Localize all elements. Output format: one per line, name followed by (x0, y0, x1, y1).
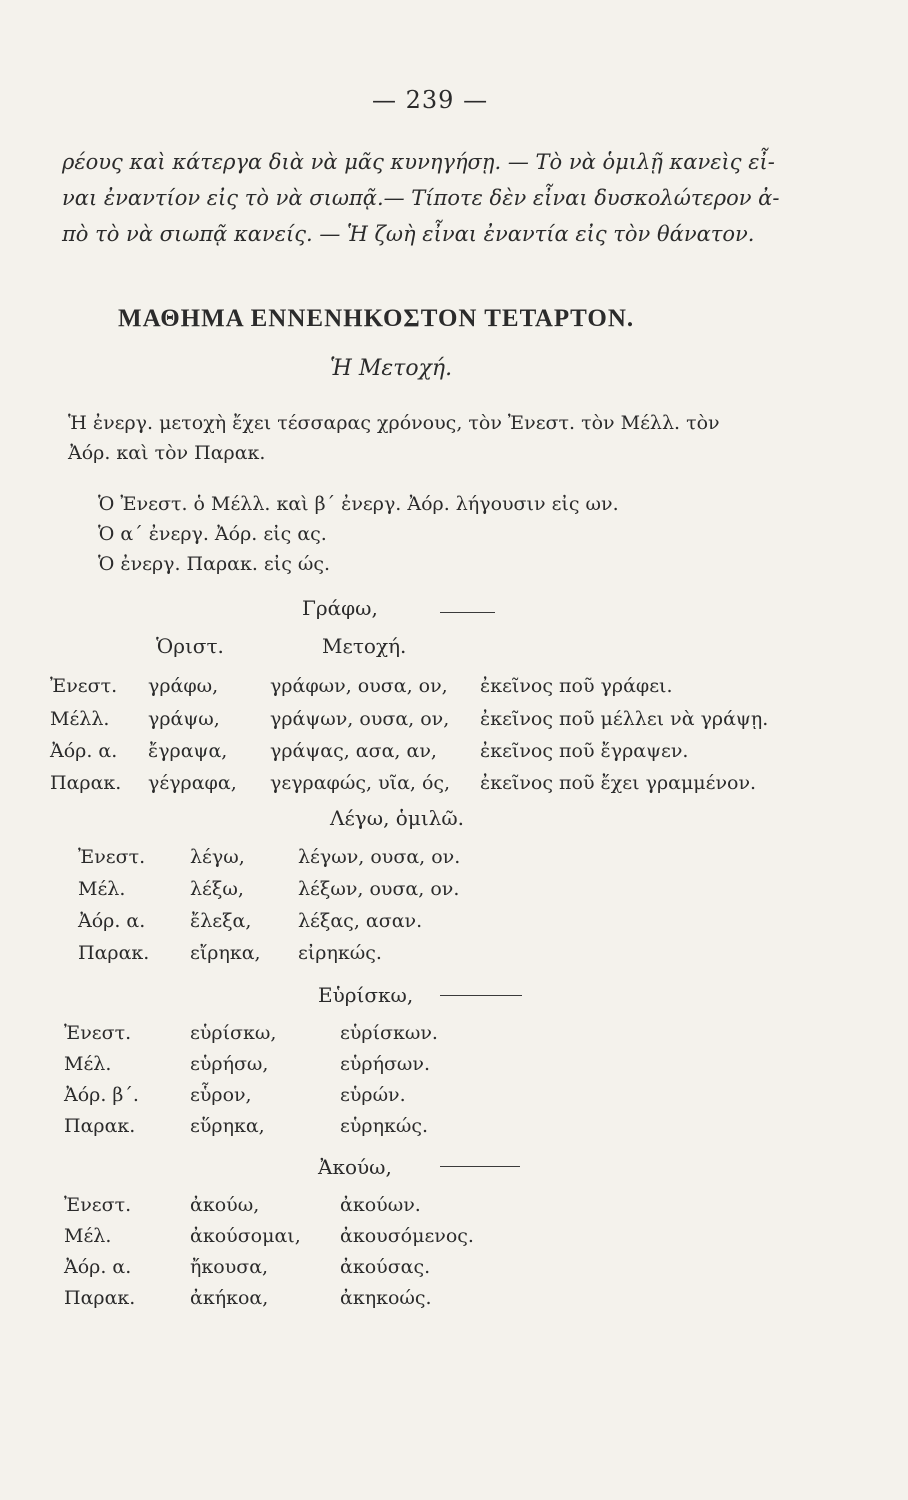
gloss-text: ἐκεῖνος ποῦ γράφει. (480, 675, 673, 697)
page-number: — 239 — (372, 86, 489, 114)
tense-label: Παρακ. (50, 772, 122, 794)
participle-form: εὑρών. (340, 1084, 406, 1106)
indicative-form: γράφω, (148, 675, 219, 697)
akouo-verb-heading: Ἀκούω, (318, 1155, 392, 1179)
intro-line-2: ναι ἐναντίον εἰς τὸ νὰ σιωπᾷ.— Τίποτε δὲν εἶναι δυσκολώτερον ἀ- (62, 186, 780, 210)
participle-form: λέξας, ασαν. (298, 910, 423, 932)
participle-form: λέγων, ουσα, ον. (298, 846, 461, 868)
indicative-form: εὗρον, (190, 1084, 252, 1106)
gloss-text: ἐκεῖνος ποῦ ἔγραψεν. (480, 740, 689, 762)
indicative-form: ἀκούσομαι, (190, 1225, 301, 1247)
rule-line-3: Ὁ ἐνεργ. Παρακ. εἰς ώς. (98, 553, 331, 575)
indicative-form: λέγω, (190, 846, 245, 868)
gloss-text: ἐκεῖνος ποῦ ἔχει γραμμένον. (480, 772, 757, 794)
tense-label: Ἀόρ. α. (64, 1256, 132, 1278)
paragraph-line-2: Ἀόρ. καὶ τὸν Παρακ. (68, 442, 266, 464)
tense-label: Ἐνεστ. (64, 1022, 132, 1044)
indicative-form: γέγραφα, (148, 772, 237, 794)
indicative-form: εἴρηκα, (190, 942, 261, 964)
participle-form: ἀκηκοώς. (340, 1287, 432, 1309)
graphw-verb-heading: Γράφω, (302, 596, 378, 620)
rule-line-2: Ὁ α´ ἐνεργ. Ἀόρ. εἰς ας. (98, 523, 327, 545)
lesson-subtitle: Ἡ Μετοχή. (330, 356, 453, 381)
participle-form: γράψας, ασα, αν, (270, 740, 437, 762)
tense-label: Ἐνεστ. (50, 675, 118, 697)
indicative-form: εὕρηκα, (190, 1115, 265, 1137)
indicative-form: εὑρήσω, (190, 1053, 269, 1075)
indicative-form: ἀκήκοα, (190, 1287, 269, 1309)
participle-form: γεγραφώς, υῖα, ός, (270, 772, 451, 794)
tense-label: Παρακ. (64, 1287, 136, 1309)
eurisko-verb-heading: Εὑρίσκω, (318, 983, 414, 1007)
lesson-title: ΜΑΘΗΜΑ ΕΝΝΕΝΗΚΟΣΤΟΝ ΤΕΤΑΡΤΟΝ. (118, 305, 635, 332)
participle-form: ἀκούων. (340, 1194, 421, 1216)
indicative-form: ἀκούω, (190, 1194, 260, 1216)
tense-label: Μέλλ. (50, 708, 110, 730)
participle-form: εἰρηκώς. (298, 942, 382, 964)
tense-label: Μέλ. (64, 1053, 112, 1075)
indicative-form: ἔγραψα, (148, 740, 228, 762)
paragraph-line-1: Ἡ ἐνεργ. μετοχὴ ἔχει τέσσαρας χρόνους, τὸν Ἐνεστ. τὸν Μέλλ. τὸν (68, 412, 720, 434)
participle-form: ἀκουσόμενος. (340, 1225, 474, 1247)
participle-form: εὑρηκώς. (340, 1115, 428, 1137)
tense-label: Παρακ. (64, 1115, 136, 1137)
participle-form: γράφων, ουσα, ον, (270, 675, 448, 697)
tense-label: Ἀόρ. α. (78, 910, 146, 932)
legw-verb-heading: Λέγω, ὁμιλῶ. (330, 806, 465, 830)
participle-form: εὑρήσων. (340, 1053, 430, 1075)
column-header-metoxi: Μετοχή. (322, 634, 407, 658)
indicative-form: ἔλεξα, (190, 910, 252, 932)
indicative-form: ἤκουσα, (190, 1256, 269, 1278)
tense-label: Ἀόρ. α. (50, 740, 118, 762)
tense-label: Μέλ. (64, 1225, 112, 1247)
rule-line-1: Ὁ Ἐνεστ. ὁ Μέλλ. καὶ β´ ἐνεργ. Ἀόρ. λήγουσιν εἰς ων. (98, 493, 619, 515)
indicative-form: εὑρίσκω, (190, 1022, 277, 1044)
tense-label: Μέλ. (78, 878, 126, 900)
participle-form: γράψων, ουσα, ον, (270, 708, 450, 730)
tense-label: Παρακ. (78, 942, 150, 964)
participle-form: λέξων, ουσα, ον. (298, 878, 460, 900)
participle-form: ἀκούσας. (340, 1256, 431, 1278)
heading-dash (440, 612, 495, 613)
tense-label: Ἐνεστ. (78, 846, 146, 868)
tense-label: Ἀόρ. β´. (64, 1084, 139, 1106)
column-header-orist: Ὁριστ. (156, 634, 224, 658)
heading-dash (440, 995, 522, 996)
gloss-text: ἐκεῖνος ποῦ μέλλει νὰ γράψῃ. (480, 708, 769, 730)
heading-dash (440, 1166, 520, 1167)
tense-label: Ἐνεστ. (64, 1194, 132, 1216)
participle-form: εὑρίσκων. (340, 1022, 438, 1044)
intro-line-1: ρέους καὶ κάτεργα διὰ νὰ μᾶς κυνηγήσῃ. — Τὸ νὰ ὁμιλῇ κανεὶς εἶ- (62, 150, 775, 174)
indicative-form: λέξω, (190, 878, 244, 900)
indicative-form: γράψω, (148, 708, 220, 730)
intro-line-3: πὸ τὸ νὰ σιωπᾷ κανείς. — Ἡ ζωὴ εἶναι ἐναντία εἰς τὸν θάνατον. (62, 222, 755, 246)
